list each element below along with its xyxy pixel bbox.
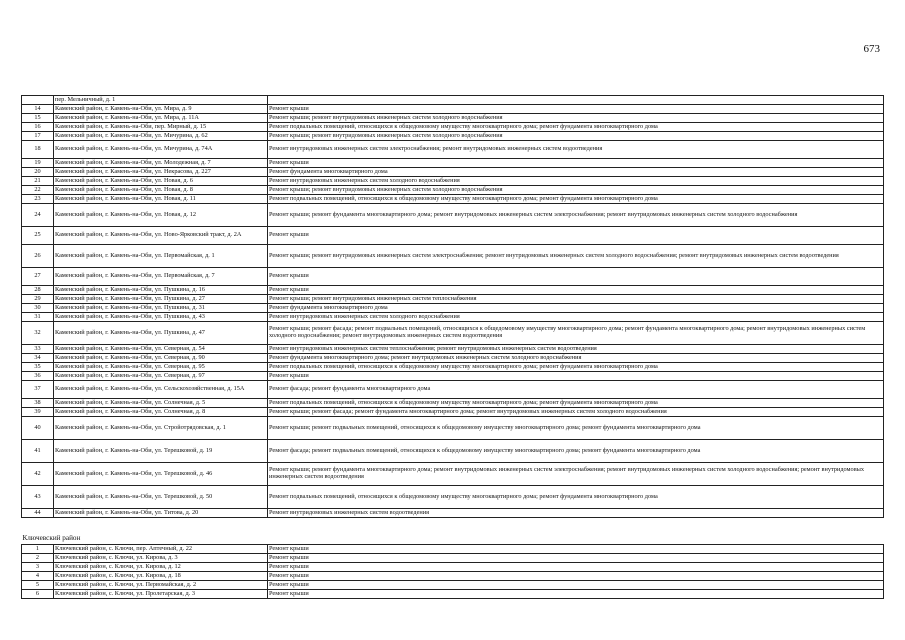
row-work-type: Ремонт крыши <box>268 268 884 286</box>
row-address: Каменский район, г. Камень-на-Оби, ул. Северная, д. 97 <box>54 372 268 381</box>
row-address: Каменский район, г. Камень-на-Оби, ул. Пушкина, д. 31 <box>54 304 268 313</box>
row-work-type: Ремонт подвальных помещений, относящихся к общедомовому имуществу многоквартирного дома; ремонт фундамента многоквартирного дома <box>268 399 884 408</box>
row-number: 31 <box>22 313 54 322</box>
row-address: Каменский район, г. Камень-на-Оби, ул. Солнечная, д. 8 <box>54 408 268 417</box>
row-address: Каменский район, г. Камень-на-Оби, ул. Титова, д. 20 <box>54 509 268 518</box>
row-work-type: Ремонт крыши <box>268 545 884 554</box>
table-row <box>22 295 884 304</box>
table-row <box>22 114 884 123</box>
table-row <box>22 509 884 518</box>
table-row <box>22 227 884 245</box>
row-work-type: Ремонт внутридомовых инженерных систем холодного водоснабжения <box>268 313 884 322</box>
row-number: 5 <box>22 581 54 590</box>
row-number: 39 <box>22 408 54 417</box>
table-row <box>22 322 884 345</box>
row-address: Каменский район, г. Камень-на-Оби, ул. Новая, д. 12 <box>54 204 268 227</box>
table-row <box>22 304 884 313</box>
table-row <box>22 554 884 563</box>
table-row <box>22 399 884 408</box>
row-number: 38 <box>22 399 54 408</box>
row-work-type: Ремонт крыши <box>268 286 884 295</box>
table-row <box>22 186 884 195</box>
row-address: Каменский район, г. Камень-на-Оби, ул. Пушкина, д. 47 <box>54 322 268 345</box>
row-address: Каменский район, г. Камень-на-Оби, пер. Мирный, д. 15 <box>54 123 268 132</box>
row-number: 14 <box>22 105 54 114</box>
table-row <box>22 581 884 590</box>
row-work-type: Ремонт крыши; ремонт фасада; ремонт подвальных помещений, относящихся к общедомовому имуществу многоквартирного дома; ремонт фундамента многоквартирного дома; ремонт внутридомовых инженерных систем холодного водоснабжения; ремонт внутридомовых инженерных систем водоотведения <box>268 322 884 345</box>
row-address: Каменский район, г. Камень-на-Оби, ул. Некрасова, д. 227 <box>54 168 268 177</box>
row-number: 42 <box>22 463 54 486</box>
row-number: 43 <box>22 486 54 509</box>
row-address: Каменский район, г. Камень-на-Оби, ул. Солнечная, д. 5 <box>54 399 268 408</box>
table-row <box>22 486 884 509</box>
table-row <box>22 590 884 599</box>
table-row <box>22 463 884 486</box>
row-number: 4 <box>22 572 54 581</box>
table-row <box>22 417 884 440</box>
row-number: 1 <box>22 545 54 554</box>
row-number: 2 <box>22 554 54 563</box>
row-number: 19 <box>22 159 54 168</box>
row-number: 17 <box>22 132 54 141</box>
row-number: 16 <box>22 123 54 132</box>
table-row <box>22 354 884 363</box>
table-row <box>22 105 884 114</box>
row-work-type <box>268 96 884 105</box>
row-address: Каменский район, г. Камень-на-Оби, ул. Ново-Ярковский тракт, д. 2А <box>54 227 268 245</box>
row-address: Каменский район, г. Камень-на-Оби, ул. Молодежная, д. 7 <box>54 159 268 168</box>
row-address: Каменский район, г. Камень-на-Оби, ул. Мира, д. 9 <box>54 105 268 114</box>
row-work-type: Ремонт крыши; ремонт фундамента многоквартирного дома; ремонт внутридомовых инженерных систем электроснабжения; ремонт внутридомовых инженерных систем холодного водоснабжения; ремонт внутридомовых инженерных систем водоотведения <box>268 463 884 486</box>
row-address: Каменский район, г. Камень-на-Оби, ул. Терешковой, д. 50 <box>54 486 268 509</box>
row-work-type: Ремонт подвальных помещений, относящихся к общедомовому имуществу многоквартирного дома; ремонт фундамента многоквартирного дома <box>268 195 884 204</box>
row-address: Каменский район, г. Камень-на-Оби, ул. Мичурина, д. 74А <box>54 141 268 159</box>
row-work-type: Ремонт подвальных помещений, относящихся к общедомовому имуществу многоквартирного дома; ремонт фундамента многоквартирного дома <box>268 363 884 372</box>
row-number: 40 <box>22 417 54 440</box>
row-address: Каменский район, г. Камень-на-Оби, ул. Мичурина, д. 62 <box>54 132 268 141</box>
table-row <box>22 168 884 177</box>
table-row <box>22 408 884 417</box>
row-number: 29 <box>22 295 54 304</box>
repair-program-table <box>21 95 884 599</box>
table-row <box>22 177 884 186</box>
row-address: Каменский район, г. Камень-на-Оби, ул. Первомайская, д. 7 <box>54 268 268 286</box>
row-number: 26 <box>22 245 54 268</box>
table-row <box>22 132 884 141</box>
row-work-type: Ремонт крыши <box>268 572 884 581</box>
row-work-type: Ремонт подвальных помещений, относящихся к общедомовому имуществу многоквартирного дома; ремонт фундамента многоквартирного дома <box>268 123 884 132</box>
row-address: Каменский район, г. Камень-на-Оби, ул. Северная, д. 90 <box>54 354 268 363</box>
row-work-type: Ремонт внутридомовых инженерных систем электроснабжения; ремонт внутридомовых инженерных систем водоотведения <box>268 141 884 159</box>
row-number: 30 <box>22 304 54 313</box>
row-address: Каменский район, г. Камень-на-Оби, ул. Мира, д. 11А <box>54 114 268 123</box>
row-number: 3 <box>22 563 54 572</box>
row-address: Каменский район, г. Камень-на-Оби, ул. Стройотрядовская, д. 1 <box>54 417 268 440</box>
row-work-type: Ремонт крыши <box>268 227 884 245</box>
row-number: 6 <box>22 590 54 599</box>
table-row <box>22 96 884 105</box>
row-address: Ключевский район, с. Ключи, ул. Кирова, д. 18 <box>54 572 268 581</box>
row-work-type: Ремонт крыши <box>268 581 884 590</box>
row-number: 33 <box>22 345 54 354</box>
table-row <box>22 204 884 227</box>
table-row <box>22 159 884 168</box>
row-address: Каменский район, г. Камень-на-Оби, ул. Пушкина, д. 16 <box>54 286 268 295</box>
row-number: 21 <box>22 177 54 186</box>
row-work-type: Ремонт крыши <box>268 590 884 599</box>
table-row <box>22 313 884 322</box>
table-row <box>22 572 884 581</box>
row-number: 41 <box>22 440 54 463</box>
table-row <box>22 286 884 295</box>
row-work-type: Ремонт крыши; ремонт фасада; ремонт фундамента многоквартирного дома; ремонт внутридомовых инженерных систем холодного водоснабжения <box>268 408 884 417</box>
table-row <box>22 363 884 372</box>
row-number: 35 <box>22 363 54 372</box>
district-heading: Ключевский район <box>22 534 81 543</box>
row-work-type: Ремонт крыши <box>268 372 884 381</box>
table-row <box>22 345 884 354</box>
row-number: 22 <box>22 186 54 195</box>
table-row <box>22 141 884 159</box>
row-work-type: Ремонт фасада; ремонт фундамента многоквартирного дома <box>268 381 884 399</box>
row-address: Каменский район, г. Камень-на-Оби, ул. Северная, д. 95 <box>54 363 268 372</box>
row-work-type: Ремонт крыши; ремонт внутридомовых инженерных систем холодного водоснабжения <box>268 186 884 195</box>
row-work-type: Ремонт фундамента многоквартирного дома <box>268 168 884 177</box>
row-address: Каменский район, г. Камень-на-Оби, ул. Сельскохозяйственная, д. 15А <box>54 381 268 399</box>
table-row <box>22 245 884 268</box>
table-row <box>22 381 884 399</box>
row-number: 37 <box>22 381 54 399</box>
row-number: 20 <box>22 168 54 177</box>
row-address: Каменский район, г. Камень-на-Оби, ул. Новая, д. 11 <box>54 195 268 204</box>
row-address: Каменский район, г. Камень-на-Оби, ул. Северная, д. 54 <box>54 345 268 354</box>
table-row <box>22 545 884 554</box>
row-address: Каменский район, г. Камень-на-Оби, ул. Терешковой, д. 46 <box>54 463 268 486</box>
row-number: 25 <box>22 227 54 245</box>
table-row <box>22 123 884 132</box>
row-number <box>22 96 54 105</box>
row-number: 27 <box>22 268 54 286</box>
row-number: 36 <box>22 372 54 381</box>
row-number: 32 <box>22 322 54 345</box>
row-address: Ключевский район, с. Ключи, ул. Кирова, д. 12 <box>54 563 268 572</box>
row-work-type: Ремонт крыши; ремонт внутридомовых инженерных систем холодного водоснабжения <box>268 114 884 123</box>
row-address: Каменский район, г. Камень-на-Оби, ул. Новая, д. 8 <box>54 186 268 195</box>
table-row <box>22 440 884 463</box>
row-work-type: Ремонт крыши; ремонт внутридомовых инженерных систем теплоснабжения <box>268 295 884 304</box>
row-work-type: Ремонт внутридомовых инженерных систем холодного водоснабжения <box>268 177 884 186</box>
row-address: Каменский район, г. Камень-на-Оби, ул. Пушкина, д. 27 <box>54 295 268 304</box>
table-row <box>22 268 884 286</box>
row-work-type: Ремонт крыши; ремонт фундамента многоквартирного дома; ремонт внутридомовых инженерных систем электроснабжения; ремонт внутридомовых инженерных систем холодного водоснабжения <box>268 204 884 227</box>
district-heading-row <box>22 518 884 545</box>
row-address: Каменский район, г. Камень-на-Оби, ул. Пушкина, д. 43 <box>54 313 268 322</box>
table-row <box>22 563 884 572</box>
row-work-type: Ремонт крыши <box>268 105 884 114</box>
row-number: 24 <box>22 204 54 227</box>
row-address: Каменский район, г. Камень-на-Оби, ул. Первомайская, д. 1 <box>54 245 268 268</box>
row-work-type: Ремонт подвальных помещений, относящихся к общедомовому имуществу многоквартирного дома; ремонт фундамента многоквартирного дома <box>268 486 884 509</box>
row-address: Ключевский район, с. Ключи, ул. Пролетарская, д. 3 <box>54 590 268 599</box>
row-work-type: Ремонт внутридомовых инженерных систем водоотведения <box>268 509 884 518</box>
row-address: Каменский район, г. Камень-на-Оби, ул. Терешковой, д. 19 <box>54 440 268 463</box>
row-number: 44 <box>22 509 54 518</box>
row-work-type: Ремонт внутридомовых инженерных систем теплоснабжения; ремонт внутридомовых инженерных систем водоотведения <box>268 345 884 354</box>
row-work-type: Ремонт крыши; ремонт внутридомовых инженерных систем электроснабжения; ремонт внутридомовых инженерных систем холодного водоснабжения; ремонт внутридомовых инженерных систем водоотведения <box>268 245 884 268</box>
row-address: Каменский район, г. Камень-на-Оби, ул. Новая, д. 6 <box>54 177 268 186</box>
row-number: 18 <box>22 141 54 159</box>
row-work-type: Ремонт крыши; ремонт внутридомовых инженерных систем холодного водоснабжения <box>268 132 884 141</box>
table-row <box>22 372 884 381</box>
row-work-type: Ремонт крыши <box>268 563 884 572</box>
row-work-type: Ремонт фасада; ремонт подвальных помещений, относящихся к общедомовому имуществу многоквартирного дома; ремонт фундамента многоквартирного дома <box>268 440 884 463</box>
row-address: Ключевский район, с. Ключи, ул. Первомайская, д. 2 <box>54 581 268 590</box>
page-number: 673 <box>863 43 880 55</box>
row-address: пер. Мельничный, д. 1 <box>54 96 268 105</box>
row-work-type: Ремонт крыши <box>268 159 884 168</box>
row-address: Ключевский район, с. Ключи, ул. Кирова, д. 3 <box>54 554 268 563</box>
row-number: 34 <box>22 354 54 363</box>
table-row <box>22 195 884 204</box>
row-work-type: Ремонт крыши; ремонт подвальных помещений, относящихся к общедомовому имуществу многоквартирного дома; ремонт фундамента многоквартирного дома <box>268 417 884 440</box>
row-number: 15 <box>22 114 54 123</box>
row-work-type: Ремонт фундамента многоквартирного дома <box>268 304 884 313</box>
row-work-type: Ремонт фундамента многоквартирного дома; ремонт внутридомовых инженерных систем холодного водоснабжения <box>268 354 884 363</box>
row-address: Ключевский район, с. Ключи, пер. Аптечный, д. 22 <box>54 545 268 554</box>
row-number: 23 <box>22 195 54 204</box>
table-body <box>22 96 884 599</box>
row-work-type: Ремонт крыши <box>268 554 884 563</box>
row-number: 28 <box>22 286 54 295</box>
